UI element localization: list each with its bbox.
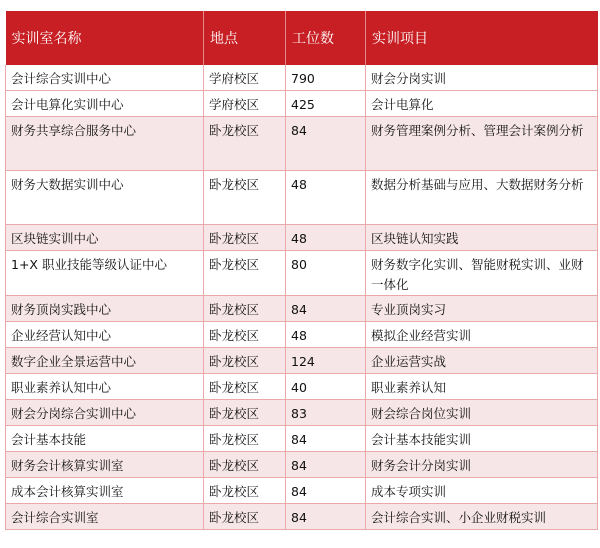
cell-seats: 84 [286, 426, 366, 452]
table-row [6, 400, 598, 426]
table-row [6, 65, 598, 91]
table-row [6, 225, 598, 251]
cell-project: 会计电算化 [366, 91, 598, 117]
header-name: 实训室名称 [6, 11, 204, 65]
cell-seats: 48 [286, 171, 366, 225]
cell-seats: 83 [286, 400, 366, 426]
cell-name: 会计综合实训中心 [6, 65, 204, 91]
cell-name: 财会分岗综合实训中心 [6, 400, 204, 426]
table-row [6, 478, 598, 504]
cell-name: 财务共享综合服务中心 [6, 117, 204, 171]
cell-name: 财务会计核算实训室 [6, 452, 204, 478]
cell-location: 卧龙校区 [204, 426, 286, 452]
cell-location: 卧龙校区 [204, 400, 286, 426]
table-row [6, 296, 598, 322]
cell-seats: 48 [286, 225, 366, 251]
cell-name: 区块链实训中心 [6, 225, 204, 251]
cell-project: 职业素养认知 [366, 374, 598, 400]
table-row [6, 91, 598, 117]
cell-project: 财务数字化实训、智能财税实训、业财一体化 [366, 251, 598, 296]
cell-name: 财务大数据实训中心 [6, 171, 204, 225]
table-header-row [6, 11, 598, 65]
cell-seats: 84 [286, 478, 366, 504]
table-row [6, 322, 598, 348]
cell-name: 企业经营认知中心 [6, 322, 204, 348]
cell-seats: 425 [286, 91, 366, 117]
cell-location: 卧龙校区 [204, 171, 286, 225]
cell-location: 卧龙校区 [204, 225, 286, 251]
cell-project: 财务管理案例分析、管理会计案例分析 [366, 117, 598, 171]
cell-name: 财务顶岗实践中心 [6, 296, 204, 322]
cell-seats: 84 [286, 452, 366, 478]
cell-project: 专业顶岗实习 [366, 296, 598, 322]
table-row [6, 348, 598, 374]
cell-project: 数据分析基础与应用、大数据财务分析 [366, 171, 598, 225]
cell-seats: 84 [286, 296, 366, 322]
cell-seats: 80 [286, 251, 366, 296]
cell-seats: 40 [286, 374, 366, 400]
cell-location: 卧龙校区 [204, 478, 286, 504]
cell-seats: 84 [286, 117, 366, 171]
cell-location: 卧龙校区 [204, 374, 286, 400]
cell-location: 卧龙校区 [204, 296, 286, 322]
table-row [6, 374, 598, 400]
cell-project: 财务会计分岗实训 [366, 452, 598, 478]
cell-project: 企业运营实战 [366, 348, 598, 374]
table-row [6, 251, 598, 296]
table-row [6, 117, 598, 171]
cell-name: 会计基本技能 [6, 426, 204, 452]
cell-name: 1+X 职业技能等级认证中心 [6, 251, 204, 296]
cell-location: 卧龙校区 [204, 322, 286, 348]
cell-project: 模拟企业经营实训 [366, 322, 598, 348]
table-row [6, 452, 598, 478]
cell-seats: 124 [286, 348, 366, 374]
cell-seats: 790 [286, 65, 366, 91]
cell-project: 财会分岗实训 [366, 65, 598, 91]
cell-location: 卧龙校区 [204, 251, 286, 296]
lab-table-container [5, 11, 597, 530]
cell-location: 卧龙校区 [204, 504, 286, 530]
header-location: 地点 [204, 11, 286, 65]
cell-location: 卧龙校区 [204, 348, 286, 374]
cell-location: 卧龙校区 [204, 452, 286, 478]
cell-project: 会计综合实训、小企业财税实训 [366, 504, 598, 530]
cell-location: 学府校区 [204, 65, 286, 91]
cell-location: 卧龙校区 [204, 117, 286, 171]
cell-name: 成本会计核算实训室 [6, 478, 204, 504]
header-project: 实训项目 [366, 11, 598, 65]
table-row [6, 426, 598, 452]
cell-name: 会计综合实训室 [6, 504, 204, 530]
cell-location: 学府校区 [204, 91, 286, 117]
cell-project: 区块链认知实践 [366, 225, 598, 251]
cell-project: 成本专项实训 [366, 478, 598, 504]
cell-name: 会计电算化实训中心 [6, 91, 204, 117]
cell-name: 职业素养认知中心 [6, 374, 204, 400]
cell-seats: 84 [286, 504, 366, 530]
cell-project: 财会综合岗位实训 [366, 400, 598, 426]
lab-table [5, 11, 598, 530]
cell-name: 数字企业全景运营中心 [6, 348, 204, 374]
table-row [6, 171, 598, 225]
cell-seats: 48 [286, 322, 366, 348]
header-seats: 工位数 [286, 11, 366, 65]
cell-project: 会计基本技能实训 [366, 426, 598, 452]
table-row [6, 504, 598, 530]
